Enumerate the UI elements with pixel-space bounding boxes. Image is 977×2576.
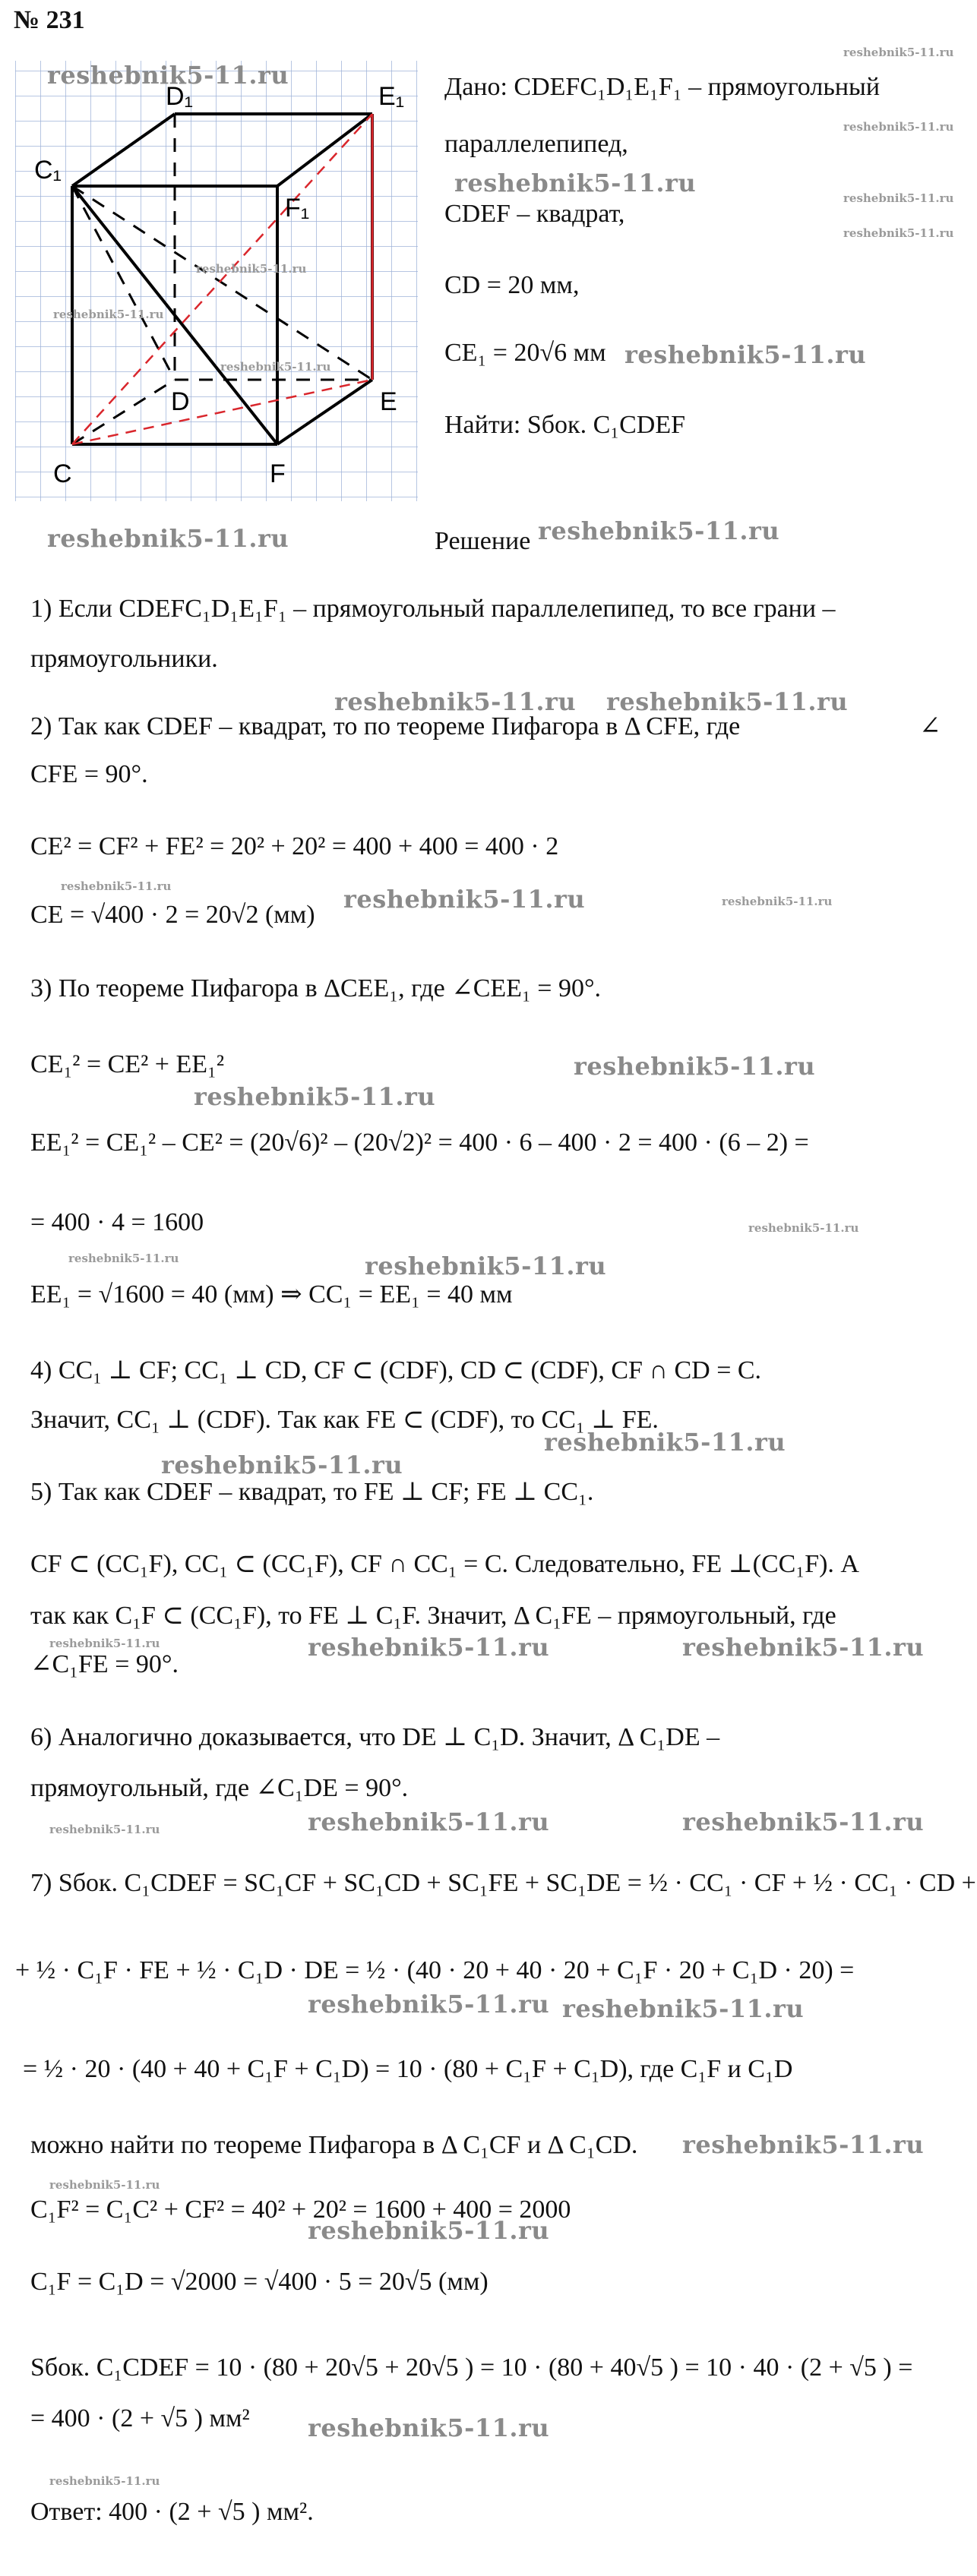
watermark-small: reshebnik5-11.ru (722, 895, 833, 908)
given-line-4: CD = 20 мм, (444, 271, 580, 299)
watermark: reshebnik5-11.ru (574, 1052, 816, 1081)
watermark: reshebnik5-11.ru (308, 1633, 550, 1662)
watermark: reshebnik5-11.ru (308, 2413, 550, 2442)
watermark: reshebnik5-11.ru (343, 885, 586, 914)
given-line-2: параллелепипед, (444, 130, 628, 158)
step-line: 5) Так как CDEF – квадрат, то FE ⊥ CF; FE ⊥ CC₁. (30, 1478, 594, 1506)
watermark: reshebnik5-11.ru (682, 2130, 925, 2159)
watermark: reshebnik5-11.ru (454, 169, 697, 197)
watermark-small: reshebnik5-11.ru (220, 360, 331, 374)
watermark-small: reshebnik5-11.ru (748, 1221, 859, 1235)
watermark-small: reshebnik5-11.ru (49, 1823, 160, 1836)
formula-line: = 400 · 4 = 1600 (30, 1208, 204, 1236)
watermark: reshebnik5-11.ru (47, 524, 289, 553)
label-e1: E₁ (378, 82, 405, 111)
label-c1: C₁ (34, 156, 62, 185)
formula-line: CE² = CF² + FE² = 20² + 20² = 400 + 400 = 400 · 2 (30, 832, 559, 860)
label-e: E (380, 387, 397, 416)
watermark: reshebnik5-11.ru (624, 340, 867, 369)
step-line: прямоугольники. (30, 645, 218, 673)
watermark: reshebnik5-11.ru (682, 1807, 925, 1836)
step-line: CF ⊂ (CC₁F), CC₁ ⊂ (CC₁F), CF ∩ CC₁ = C. Следовательно, FE ⊥(CC₁F). А (30, 1550, 859, 1578)
watermark-small: reshebnik5-11.ru (61, 879, 172, 893)
label-d: D (171, 387, 190, 416)
step-line: 3) По теореме Пифагора в ΔCEE₁, где ∠CEE₁ = 90°. (30, 974, 602, 1002)
watermark: reshebnik5-11.ru (365, 1252, 607, 1280)
watermark: reshebnik5-11.ru (334, 687, 577, 716)
watermark-small: reshebnik5-11.ru (68, 1252, 179, 1265)
watermark: reshebnik5-11.ru (562, 1994, 805, 2023)
formula-line: Sбок. C₁CDEF = 10 · (80 + 20√5 + 20√5 ) = 10 · (80 + 40√5 ) = 10 · 40 · (2 + √5 ) = (30, 2353, 913, 2382)
watermark: reshebnik5-11.ru (682, 1633, 925, 1662)
watermark: reshebnik5-11.ru (606, 687, 849, 716)
watermark-small: reshebnik5-11.ru (843, 46, 954, 59)
formula-line: EE₁² = CE₁² – CE² = (20√6)² – (20√2)² = 400 · 6 – 400 · 2 = 400 · (6 – 2) = (30, 1129, 809, 1157)
label-f1: F₁ (285, 194, 310, 223)
step-line: CFE = 90°. (30, 760, 148, 788)
watermark: reshebnik5-11.ru (161, 1451, 403, 1479)
step-line: 2) Так как CDEF – квадрат, то по теореме Пифагора в Δ CFE, где (30, 712, 741, 740)
step-line: 6) Аналогично доказывается, что DE ⊥ C₁D. Значит, Δ C₁DE – (30, 1723, 720, 1751)
step-line: так как C₁F ⊂ (CC₁F), то FE ⊥ C₁F. Значит, Δ C₁FE – прямоугольный, где (30, 1602, 836, 1630)
formula-line: EE₁ = √1600 = 40 (мм) ⇒ CC₁ = EE₁ = 40 мм (30, 1280, 513, 1309)
formula-line: 7) Sбок. C₁CDEF = SC₁CF + SC₁CD + SC₁FE + SC₁DE = ½ · CC₁ · CF + ½ · CC₁ · CD + (30, 1869, 976, 1897)
formula-line: C₁F² = C₁C² + CF² = 40² + 20² = 1600 + 400 = 2000 (30, 2196, 571, 2224)
formula-line: C₁F = C₁D = √2000 = √400 · 5 = 20√5 (мм) (30, 2268, 488, 2296)
step-line: ∠C₁FE = 90°. (30, 1650, 179, 1678)
step-line: можно найти по теореме Пифагора в Δ C₁CF и Δ C₁CD. (30, 2131, 638, 2159)
formula-line: CE = √400 · 2 = 20√2 (мм) (30, 901, 315, 929)
watermark-small: reshebnik5-11.ru (49, 1637, 160, 1650)
watermark-small: reshebnik5-11.ru (843, 226, 954, 240)
label-f: F (270, 459, 286, 488)
formula-line: + ½ · C₁F · FE + ½ · C₁D · DE = ½ · (40 · 20 + 40 · 20 + C₁F · 20 + C₁D · 20) = (15, 1956, 855, 1984)
watermark: reshebnik5-11.ru (308, 2216, 550, 2245)
label-c: C (53, 459, 72, 488)
given-line-5: CE₁ = 20√6 мм (444, 339, 606, 367)
step-line: 4) CC₁ ⊥ CF; CC₁ ⊥ CD, CF ⊂ (CDF), CD ⊂ (CDF), CF ∩ CD = C. (30, 1356, 762, 1384)
angle-symbol: ∠ (919, 712, 941, 740)
step-line: прямоугольный, где ∠C₁DE = 90°. (30, 1774, 409, 1802)
watermark: reshebnik5-11.ru (544, 1428, 786, 1457)
step-line: Значит, CC₁ ⊥ (CDF). Так как FE ⊂ (CDF), то CC₁ ⊥ FE. (30, 1406, 659, 1434)
watermark: reshebnik5-11.ru (308, 1807, 550, 1836)
watermark-small: reshebnik5-11.ru (196, 262, 307, 276)
step-line: 1) Если CDEFC₁D₁E₁F₁ – прямоугольный параллелепипед, то все грани – (30, 595, 836, 623)
watermark-small: reshebnik5-11.ru (53, 308, 164, 321)
label-d1: D₁ (166, 82, 194, 111)
formula-line: = ½ · 20 · (40 + 40 + C₁F + C₁D) = 10 · (80 + C₁F + C₁D), где C₁F и C₁D (23, 2055, 793, 2083)
watermark-small: reshebnik5-11.ru (49, 2474, 160, 2488)
watermark: reshebnik5-11.ru (308, 1990, 550, 2019)
watermark-small: reshebnik5-11.ru (49, 2178, 160, 2192)
answer-line: Ответ: 400 · (2 + √5 ) мм². (30, 2498, 314, 2526)
solution-heading: Решение (435, 527, 531, 555)
formula-line: CE₁² = CE² + EE₁² (30, 1050, 225, 1078)
given-line-1: Дано: CDEFC₁D₁E₁F₁ – прямоугольный (444, 73, 881, 101)
watermark-small: reshebnik5-11.ru (843, 120, 954, 134)
given-line-3: CDEF – квадрат, (444, 200, 625, 228)
given-line-6: Найти: Sбок. C₁CDEF (444, 411, 686, 439)
watermark: reshebnik5-11.ru (47, 61, 289, 90)
formula-line: = 400 · (2 + √5 ) мм² (30, 2404, 250, 2432)
problem-number: № 231 (14, 6, 85, 34)
watermark: reshebnik5-11.ru (194, 1082, 436, 1111)
watermark-small: reshebnik5-11.ru (843, 191, 954, 205)
watermark: reshebnik5-11.ru (538, 516, 780, 545)
